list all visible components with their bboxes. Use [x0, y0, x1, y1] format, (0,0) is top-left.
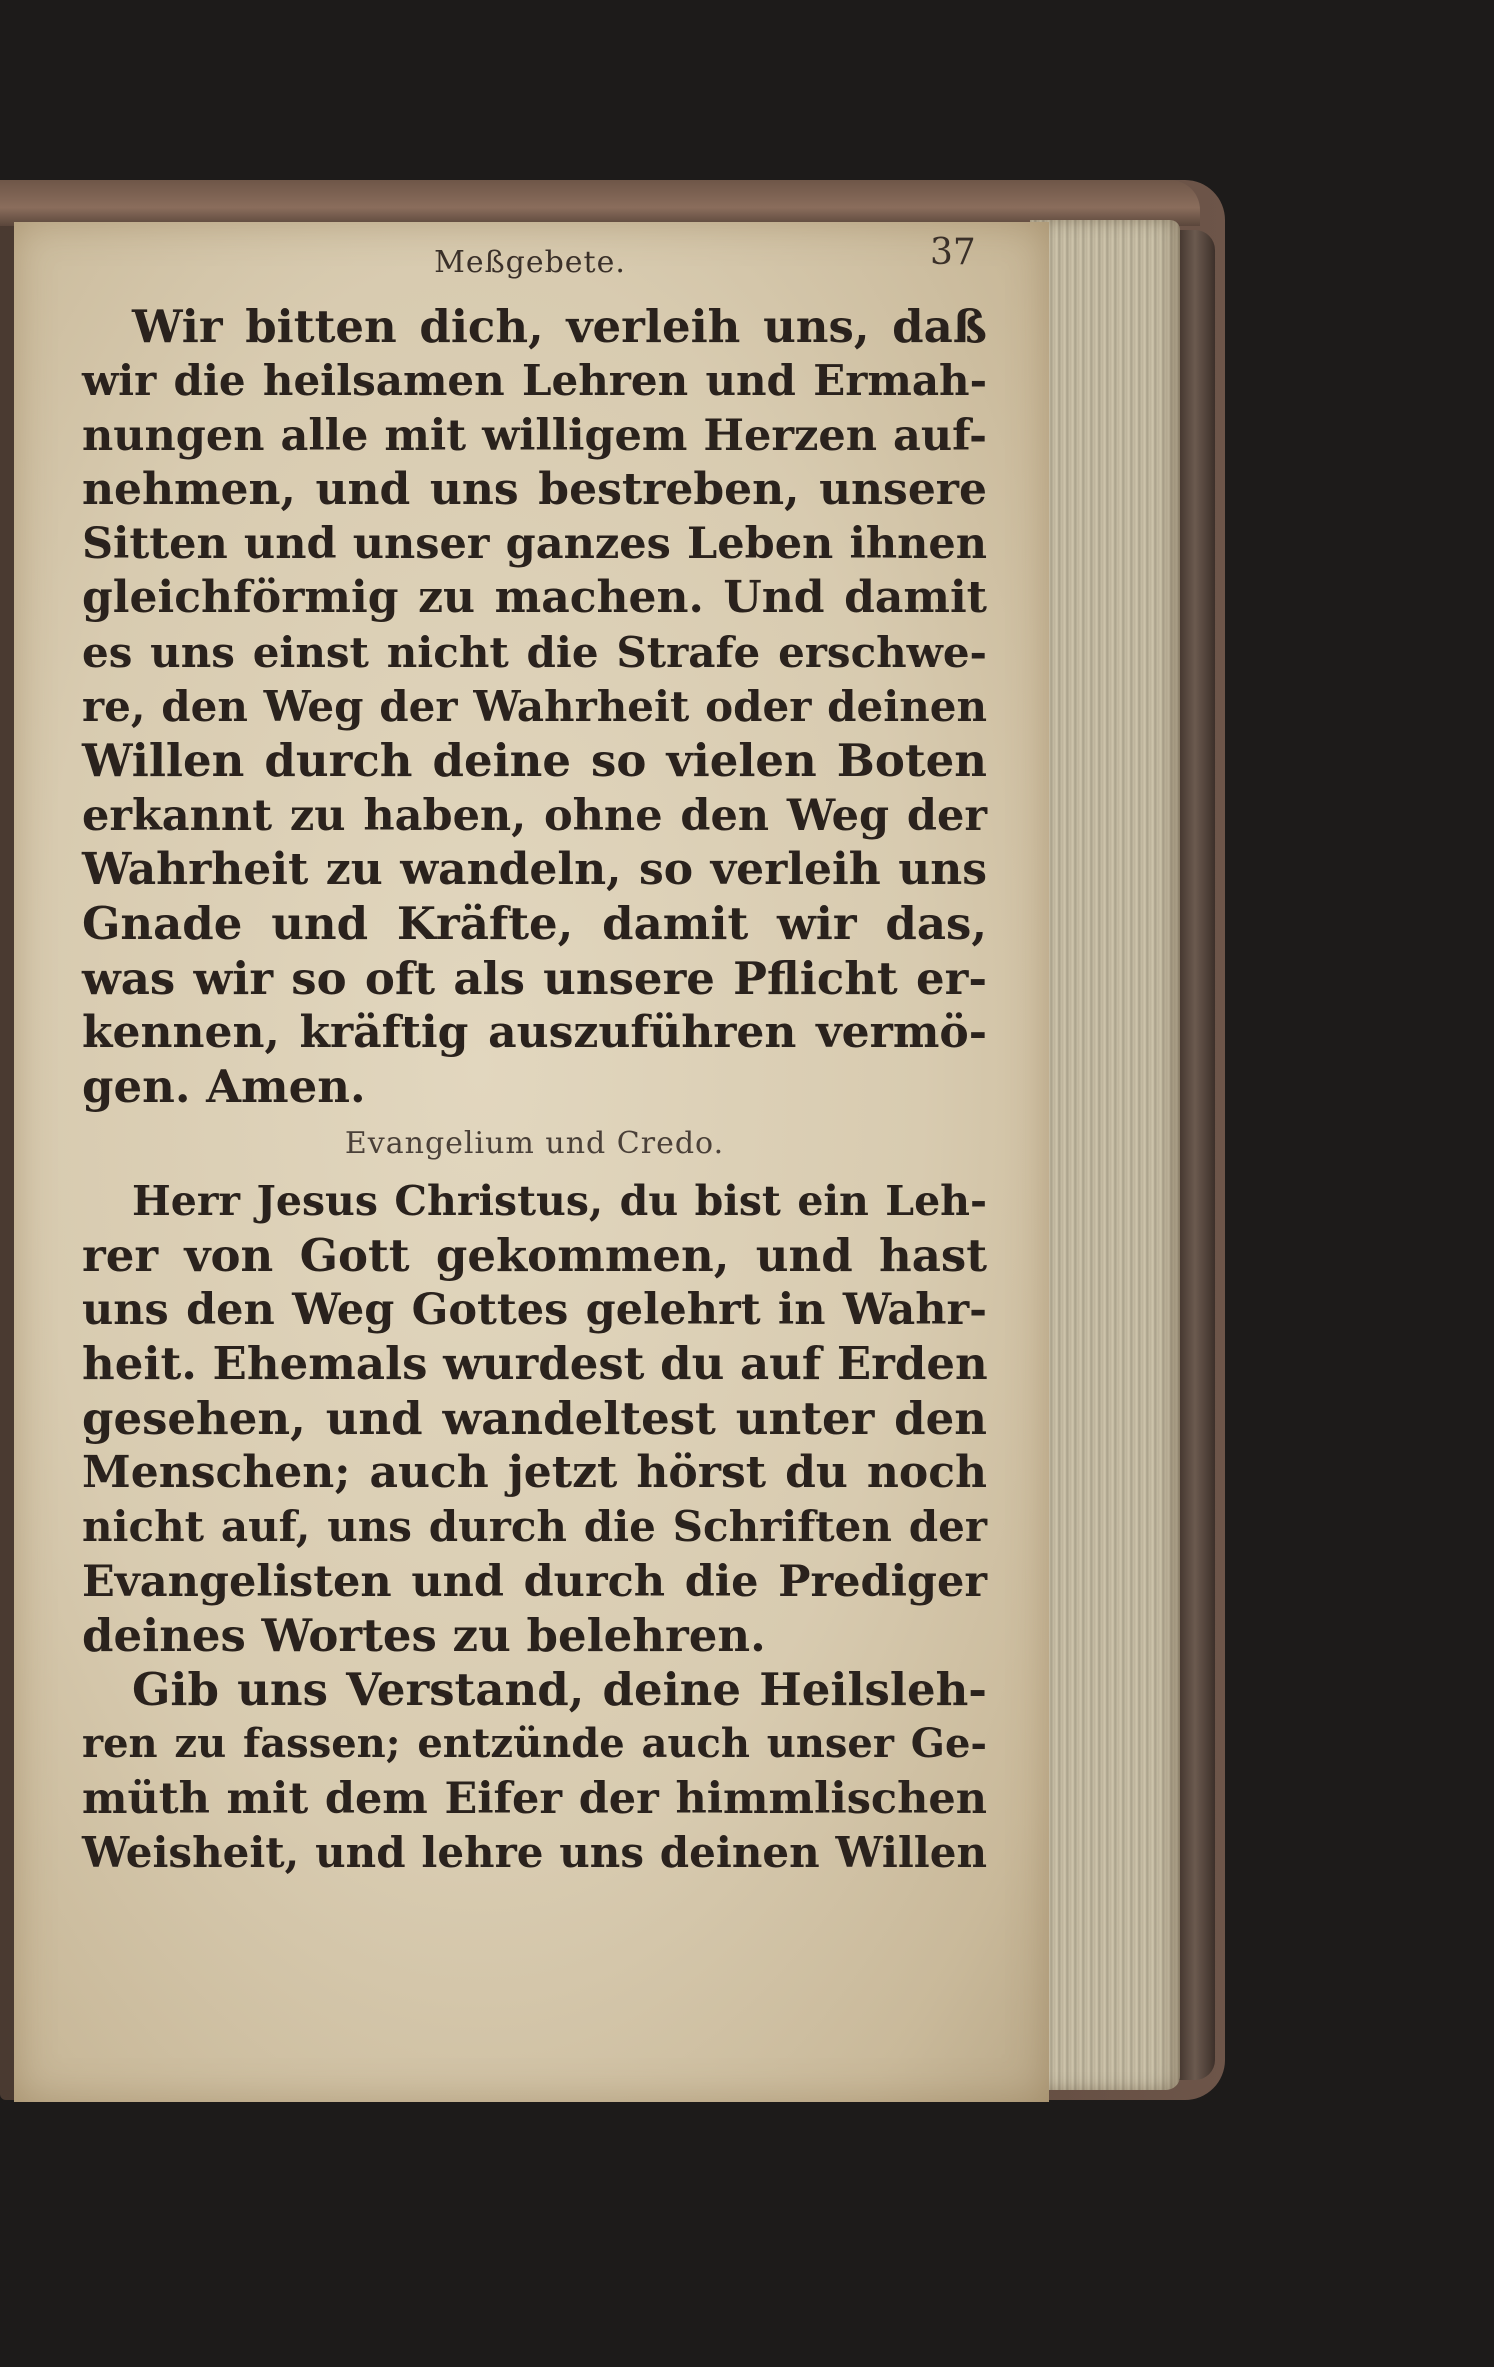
paragraph-1: [82, 300, 987, 1114]
book-spine: [1175, 230, 1215, 2080]
text-line: Weisheit, und lehre uns deinen Willen: [82, 1828, 987, 1878]
text-line: müth mit dem Eifer der himmlischen: [82, 1773, 987, 1824]
section-heading: Evangelium und Credo.: [344, 1126, 725, 1162]
text-line: nehmen, und uns bestreben, unsere: [82, 463, 987, 515]
text-line: ren zu fassen; entzünde auch unser Ge-: [82, 1720, 987, 1768]
text-line: gen. Amen.: [82, 1060, 366, 1114]
text-line: wir die heilsamen Lehren und Ermah-: [82, 356, 987, 406]
text-line: Willen durch deine so vielen Boten: [82, 734, 987, 788]
text-line: was wir so oft als unsere Pflicht er-: [82, 951, 987, 1005]
text-line: Herr Jesus Christus, du bist ein Leh-: [132, 1177, 987, 1226]
text-line: kennen, kräftig auszuführen vermö-: [82, 1006, 987, 1058]
text-line: uns den Weg Gottes gelehrt in Wahr-: [82, 1285, 987, 1336]
text-line: gesehen, und wandeltest unter den: [82, 1391, 987, 1445]
text-line: Gnade und Kräfte, damit wir das,: [82, 897, 987, 951]
book-cover-top-edge: [0, 180, 1200, 226]
text-line: gleichförmig zu machen. Und damit: [82, 572, 987, 624]
text-line: Gib uns Verstand, deine Heilsleh-: [132, 1663, 987, 1717]
text-line: heit. Ehemals wurdest du auf Erden: [82, 1337, 988, 1391]
text-line: erkannt zu haben, ohne den Weg der: [82, 790, 987, 841]
text-line: nungen alle mit willigem Herzen auf-: [82, 410, 987, 461]
paragraph-3: [82, 1663, 987, 1880]
text-line: Menschen; auch jetzt hörst du noch: [82, 1446, 987, 1498]
paragraph-2: [82, 1174, 987, 1663]
text-line: re, den Weg der Wahrheit oder deinen: [82, 682, 987, 732]
page-number: 37: [930, 232, 976, 273]
running-head: Meßgebete.: [434, 245, 626, 280]
text-line: Wahrheit zu wandeln, so verleih uns: [82, 843, 987, 895]
page-body: [82, 300, 987, 1880]
text-line: deines Wortes zu belehren.: [82, 1608, 766, 1662]
text-line: Evangelisten und durch die Prediger: [82, 1556, 987, 1607]
text-line: nicht auf, uns durch die Schriften der: [82, 1502, 987, 1552]
page-edges: [1030, 220, 1180, 2090]
text-line: rer von Gott gekommen, und hast: [82, 1228, 987, 1282]
text-line: es uns einst nicht die Strafe erschwe-: [82, 627, 987, 677]
text-line: Wir bitten dich, verleih uns, daß: [132, 300, 987, 353]
text-line: Sitten und unser ganzes Leben ihnen: [82, 519, 987, 570]
